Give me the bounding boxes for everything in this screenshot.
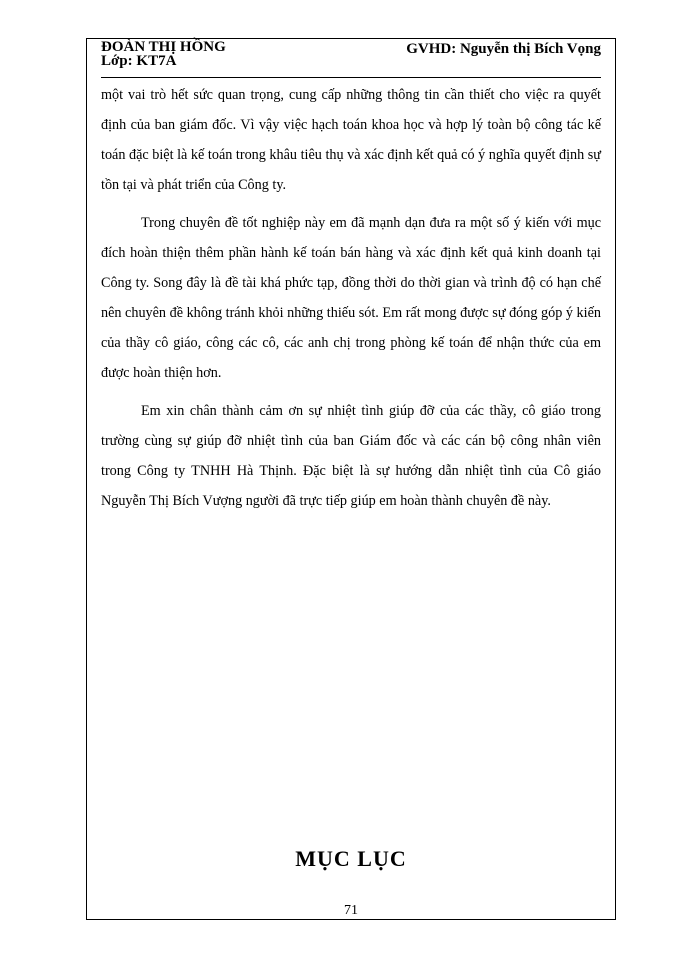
header-divider xyxy=(101,77,601,78)
paragraph-continuation: một vai trò hết sức quan trọng, cung cấp những thông tin cần thiết cho việc ra quyết định của ban giám đốc. Vì vậy việc hạch toán khoa học và hợp lý toàn bộ công tác kế toán đặc biệt là kế toán trong khâu tiêu thụ và xác định kết quả có ý nghĩa quyết định sự tồn tại và phát triển của Công ty. xyxy=(101,87,601,193)
supervisor-label: GVHD: Nguyễn thị Bích Vọng xyxy=(406,41,601,57)
document-body xyxy=(101,80,601,524)
table-of-contents-heading: MỤC LỤC xyxy=(295,846,407,871)
paragraph-acknowledgements: Em xin chân thành cảm ơn sự nhiệt tình giúp đỡ của các thầy, cô giáo trong trường cùng sự giúp đỡ nhiệt tình của ban Giám đốc và các cán bộ công nhân viên trong Công ty TNHH Hà Thịnh. Đặc biệt là sự hướng dẫn nhiệt tình của Cô giáo Nguyễn Thị Bích Vượng người đã trực tiếp giúp em hoàn thành chuyên đề này. xyxy=(101,403,601,509)
page-header xyxy=(101,40,601,76)
class-label: Lớp: KT7A xyxy=(101,53,177,69)
author-name: ĐOÀN THỊ HỒNG xyxy=(101,39,226,55)
author-block xyxy=(101,40,226,68)
paragraph-thesis-scope: Trong chuyên đề tốt nghiệp này em đã mạnh dạn đưa ra một số ý kiến với mục đích hoàn thiện thêm phần hành kế toán bán hàng và xác định kết quả kinh doanh tại Công ty. Song đây là đề tài khá phức tạp, đồng thời do thời gian và trình độ có hạn chế nên chuyên đề không tránh khỏi những thiếu sót. Em rất mong được sự đóng góp ý kiến của thầy cô giáo, công các cô, các anh chị trong phòng kế toán để nhận thức của em được hoàn thiện hơn. xyxy=(101,215,601,381)
page-number: 71 xyxy=(344,903,358,918)
